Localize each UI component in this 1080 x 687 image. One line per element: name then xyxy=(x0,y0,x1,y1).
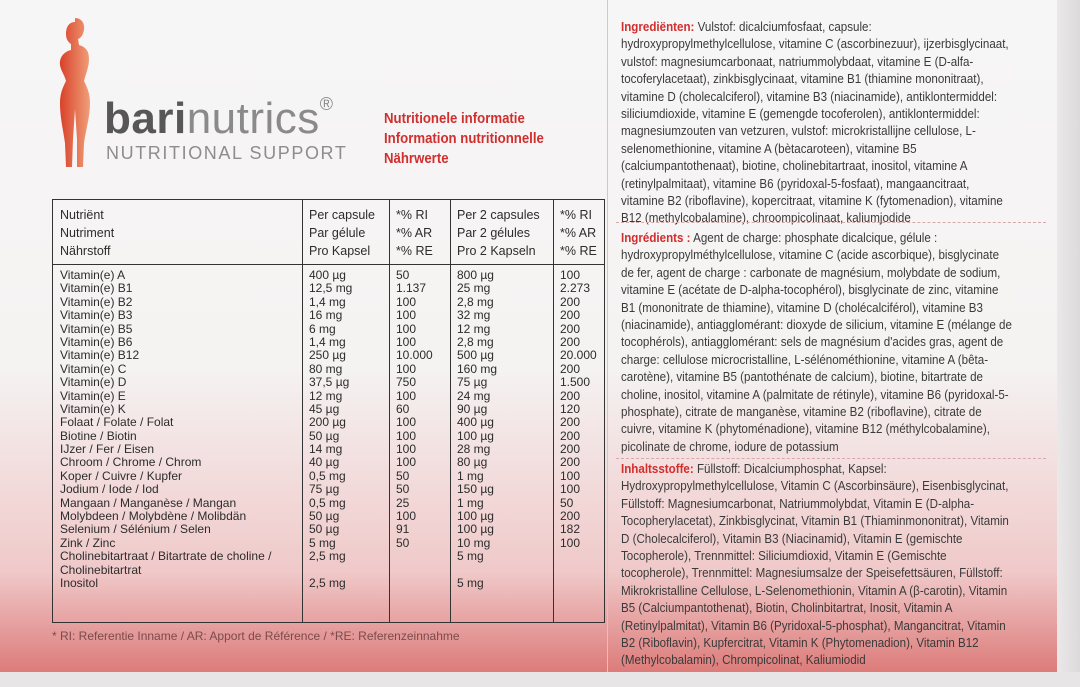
per-2-capsules-value: 1 mg xyxy=(457,495,484,510)
per-2-capsules-value: 10 mg xyxy=(457,535,491,550)
column-ri-1 xyxy=(396,269,433,590)
ri-2-value: 200 xyxy=(560,509,581,524)
per-capsule-value: 14 mg xyxy=(309,442,343,457)
per-capsule-value: 2,5 mg xyxy=(309,549,346,564)
ri-1-value: 100 xyxy=(396,455,417,470)
ri-1-value: 100 xyxy=(396,321,417,336)
per-2-capsules-value: 25 mg xyxy=(457,281,491,296)
table-header-rule xyxy=(53,264,604,265)
per-capsule-value: 6 mg xyxy=(309,321,336,336)
ri-2-value xyxy=(560,550,597,563)
per-capsule-value: 75 µg xyxy=(309,482,340,497)
ri-1-value: 50 xyxy=(396,482,410,497)
nutrient-name: Inositol xyxy=(60,575,99,590)
ri-2-value xyxy=(560,564,597,577)
ri-2-value: 100 xyxy=(560,482,581,497)
column-ri-2 xyxy=(560,269,597,590)
ri-2-value: 182 xyxy=(560,522,581,537)
ri-2-value xyxy=(560,577,597,590)
brand-name-bold: bari xyxy=(104,94,187,143)
ri-1-value: 100 xyxy=(396,308,417,323)
ingredients-nl xyxy=(621,19,1015,228)
ri-1-value xyxy=(396,550,433,563)
per-capsule-value: 45 µg xyxy=(309,401,340,416)
ri-1-value: 91 xyxy=(396,522,410,537)
per-capsule-value: 1,4 mg xyxy=(309,294,346,309)
ri-2-value: 200 xyxy=(560,415,581,430)
ingredients-fr-label: Ingrédients : xyxy=(621,231,691,245)
ri-1-value: 100 xyxy=(396,361,417,376)
ri-1-value xyxy=(396,564,433,577)
woman-silhouette-icon xyxy=(45,14,105,174)
per-capsule-value: 0,5 mg xyxy=(309,468,346,483)
ingredients-de-text: Füllstoff: Dicalciumphosphat, Kapsel: Hydroxypropylmethylcellulose, Vitamin C (Ascorbinsäure), Eisenbisglycinat, Füllstoff: Magnesiumcarbonat, Natriummolybdat, Vitamin E (D-alpha-Tocopherylacetat), Zinkbisglycinat, Vitamin B1 (Thiaminmononitrat), Vitamin D (Cholecalciferol), Vitamin B3 (Niacinamid), Vitamin E (gemischte Tocopherole), Trennmittel: Siliciumdioxid, Vitamin E (Gemischte tocopherole), Trennmittel: Magnesiumsalze der Speisefettsäuren, Füllstoff: Mikrokristalline Cellulose, L-Selenomethionin, Vitamin A (β-carotin), Vitamin B5 (Calciumpantothenat), Biotin, Cholinbitartrat, Inosit, Vitamin A (Retinylpalmitat), Vitamin B6 (Pyridoxal-5-phosphat), Mangancitrat, Vitamin B2 (Riboflavin), Kupfercitrat, Vitamin K (Phytomenadion), Vitamin B12 (Methylcobalamin), Chrompicolinat, Kaliumiodid xyxy=(621,462,1009,668)
panel-divider xyxy=(607,0,608,672)
nutrient-name: Vitamin(e) B6 xyxy=(60,334,133,349)
per-2-capsules-value: 100 µg xyxy=(457,428,494,443)
nutrient-name: Zink / Zinc xyxy=(60,535,116,550)
ri-2-value: 200 xyxy=(560,308,581,323)
per-2-capsules-value: 800 µg xyxy=(457,268,494,282)
ri-2-value: 100 xyxy=(560,535,581,550)
nutrient-name: Selenium / Sélénium / Selen xyxy=(60,522,211,537)
per-2-capsules-value: 2,8 mg xyxy=(457,334,494,349)
nutrition-heading xyxy=(384,109,544,169)
ri-1-value: 10.000 xyxy=(396,348,433,363)
nutrient-name: Vitamin(e) K xyxy=(60,401,126,416)
nutrition-heading-fr: Information nutritionnelle xyxy=(384,130,544,147)
header-per-2-capsules: Per 2 capsules Par 2 gélules Pro 2 Kapseln xyxy=(457,208,540,258)
ri-1-value: 50 xyxy=(396,268,410,282)
ri-2-value: 200 xyxy=(560,334,581,349)
per-2-capsules-value: 5 mg xyxy=(457,575,484,590)
ri-1-value: 100 xyxy=(396,442,417,457)
nutrient-name: Folaat / Folate / Folat xyxy=(60,415,174,430)
column-per-capsule xyxy=(309,269,352,590)
ingredients-nl-label: Ingrediënten: xyxy=(621,20,695,34)
nutrient-name: Vitamin(e) E xyxy=(60,388,126,403)
ingredients-fr xyxy=(621,230,1015,456)
nutrient-name: Biotine / Biotin xyxy=(60,428,137,443)
brand-logo xyxy=(104,94,334,144)
nutrition-heading-nl: Nutritionele informatie xyxy=(384,110,525,127)
per-capsule-value: 50 µg xyxy=(309,509,340,524)
ri-1-value: 100 xyxy=(396,388,417,403)
nutrition-table xyxy=(52,199,605,623)
column-nutrients xyxy=(60,269,271,590)
per-capsule-value: 0,5 mg xyxy=(309,495,346,510)
ri-2-value: 200 xyxy=(560,294,581,309)
ri-2-value: 200 xyxy=(560,428,581,443)
per-capsule-value: 12 mg xyxy=(309,388,343,403)
ri-1-value: 25 xyxy=(396,495,410,510)
ri-1-value: 50 xyxy=(396,535,410,550)
ri-2-value: 100 xyxy=(560,268,581,282)
per-2-capsules-value: 12 mg xyxy=(457,321,491,336)
per-2-capsules-value: 500 µg xyxy=(457,348,494,363)
nutrient-name: Vitamin(e) D xyxy=(60,375,127,390)
per-capsule-value: 250 µg xyxy=(309,348,346,363)
brand-tagline: NUTRITIONAL SUPPORT xyxy=(106,143,348,163)
nutrient-name: Koper / Cuivre / Kupfer xyxy=(60,468,183,483)
per-capsule-value: 5 mg xyxy=(309,535,336,550)
nutrient-name: IJzer / Fer / Eisen xyxy=(60,442,155,457)
per-capsule-value: 50 µg xyxy=(309,522,340,537)
header-ri-1: *% RI *% AR *% RE xyxy=(396,208,433,258)
registered-mark: ® xyxy=(319,94,334,114)
nutrition-heading-de: Nährwerte xyxy=(384,150,449,167)
ingredients-de-label: Inhaltsstoffe: xyxy=(621,462,694,476)
per-2-capsules-value: 32 mg xyxy=(457,308,491,323)
brand-name-light: nutrics xyxy=(186,94,320,143)
ri-1-value xyxy=(396,577,433,590)
ri-1-value: 100 xyxy=(396,428,417,443)
per-2-capsules-value: 90 µg xyxy=(457,401,488,416)
ingredients-separator xyxy=(616,222,1046,224)
ri-2-value: 50 xyxy=(560,495,574,510)
nutrient-name: Cholinebitartrat xyxy=(60,562,142,577)
footnote: * RI: Referentie Inname / AR: Apport de Référence / *RE: Referenzeinnahme xyxy=(52,629,460,643)
ri-2-value: 200 xyxy=(560,361,581,376)
nutrient-name: Vitamin(e) B5 xyxy=(60,321,133,336)
ri-2-value: 1.500 xyxy=(560,375,591,390)
per-capsule-value: 200 µg xyxy=(309,415,346,430)
per-2-capsules-value: 150 µg xyxy=(457,482,494,497)
per-2-capsules-value: 80 µg xyxy=(457,455,488,470)
ri-2-value: 20.000 xyxy=(560,348,597,363)
ri-2-value: 200 xyxy=(560,388,581,403)
nutrient-name: Mangaan / Manganèse / Mangan xyxy=(60,495,237,510)
nutrient-name: Vitamin(e) A xyxy=(60,268,126,282)
ri-1-value: 60 xyxy=(396,401,410,416)
per-2-capsules-value: 400 µg xyxy=(457,415,494,430)
ri-2-value: 200 xyxy=(560,442,581,457)
nutrient-name: Cholinebitartraat / Bitartrate de choline / xyxy=(60,549,272,564)
nutrient-name: Vitamin(e) B2 xyxy=(60,294,133,309)
ingredients-separator xyxy=(616,458,1046,460)
ri-1-value: 100 xyxy=(396,415,417,430)
nutrient-name: Chroom / Chrome / Chrom xyxy=(60,455,202,470)
ri-1-value: 750 xyxy=(396,375,417,390)
per-capsule-value: 40 µg xyxy=(309,455,340,470)
per-2-capsules-value: 100 µg xyxy=(457,509,494,524)
package-bottom-edge xyxy=(0,672,1080,687)
ri-2-value: 100 xyxy=(560,468,581,483)
per-2-capsules-value: 5 mg xyxy=(457,549,484,564)
ri-1-value: 100 xyxy=(396,334,417,349)
header-ri-2: *% RI *% AR *% RE xyxy=(560,208,597,258)
per-2-capsules-value: 24 mg xyxy=(457,388,491,403)
per-capsule-value: 80 mg xyxy=(309,361,343,376)
header-nutrient: Nutriënt Nutriment Nährstoff xyxy=(60,208,115,258)
per-2-capsules-value: 100 µg xyxy=(457,522,494,537)
header-per-capsule: Per capsule Par gélule Pro Kapsel xyxy=(309,208,376,258)
nutrient-name: Molybdeen / Molybdène / Molibdän xyxy=(60,509,247,524)
ingredients-de xyxy=(621,461,1015,670)
per-2-capsules-value: 28 mg xyxy=(457,442,491,457)
package-side-edge xyxy=(1057,0,1080,687)
ingredients-fr-text: Agent de charge: phosphate dicalcique, gélule : hydroxypropylméthylcellulose, vitamine C (acide ascorbique), bisglycinate de fer, agent de charge : carbonate de magnésium, molybdate de sodium, vitamine E (acétate de D-alpha-tocophérol), bisglycinate de zinc, vitamine B1 (mononitrate de thiamine), vitamine D (cholécalciférol), vitamine B3 (niacinamide), antiagglomérant: dioxyde de silicium, vitamine E (mélange de tocophérols), antiagglomérant: sels de magnésium d'acides gras, agent de charge: cellulose microcristalline, L-sélénométhionine, vitamine A (bêta-carotène), vitamine B5 (pantothénate de calcium), biotine, bitartrate de choline, inositol, vitamine A (palmitate de rétinyle), vitamine B6 (pyridoxal-5-phosphate), citrate de manganèse, vitamine B2 (riboflavine), citrate de cuivre, vitamine K (phytoménadione), vitamine B12 (méthylcobalamine), picolinate de chrome, iodure de potassium xyxy=(621,231,1012,454)
per-2-capsules-value: 160 mg xyxy=(457,361,498,376)
nutrient-name: Jodium / Iode / Iod xyxy=(60,482,159,497)
ri-2-value: 200 xyxy=(560,321,581,336)
per-capsule-value: 400 µg xyxy=(309,268,346,282)
per-2-capsules-value: 75 µg xyxy=(457,375,488,390)
per-capsule-value: 16 mg xyxy=(309,308,343,323)
nutrient-name: Vitamin(e) B3 xyxy=(60,308,133,323)
nutrient-name: Vitamin(e) C xyxy=(60,361,127,376)
per-capsule-value: 37,5 µg xyxy=(309,375,350,390)
nutrient-name: Vitamin(e) B12 xyxy=(60,348,140,363)
per-capsule-value: 2,5 mg xyxy=(309,575,346,590)
per-capsule-value xyxy=(309,564,352,577)
nutrient-name: Vitamin(e) B1 xyxy=(60,281,133,296)
per-2-capsules-value: 1 mg xyxy=(457,468,484,483)
ri-2-value: 120 xyxy=(560,401,581,416)
ri-1-value: 100 xyxy=(396,294,417,309)
ri-1-value: 100 xyxy=(396,509,417,524)
ri-1-value: 1.137 xyxy=(396,281,427,296)
per-capsule-value: 50 µg xyxy=(309,428,340,443)
ri-2-value: 2.273 xyxy=(560,281,591,296)
per-2-capsules-value: 2,8 mg xyxy=(457,294,494,309)
ri-1-value: 50 xyxy=(396,468,410,483)
per-2-capsules-value xyxy=(457,564,497,577)
per-capsule-value: 12,5 mg xyxy=(309,281,353,296)
ingredients-nl-text: Vulstof: dicalciumfosfaat, capsule: hydroxypropylmethylcellulose, vitamine C (ascorbinezuur), ijzerbisglycinaat, vulstof: magnesiumcarbonaat, natriummolybdaat, vitamine E (D-alfa-tocoferylacetaat), zinkbisglycinaat, vitamine B1 (thiamine mononitraat), vitamine D (cholecalciferol), vitamine B3 (niacinamide), antiklontermiddel: siliciumdioxide, vitamine E (gemengde tocoferolen), antiklontermiddel: magnesiumzouten van vetzuren, vulstof: microkristallijne cellulose, L-selenomethionine, vitamine A (bètacaroteen), vitamine B5 (calciumpantothenaat), biotine, cholinebitartraat, inositol, vitamine A (retinylpalmitaat), vitamine B6 (pyridoxal-5-fosfaat), mangaancitraat, vitamine B2 (riboflavine), kopercitraat, vitamine K (fytomenadion), vitamine B12 (methylcobalamine), chroompicolinaat, kaliumjodide xyxy=(621,20,1009,226)
column-per-2-capsules xyxy=(457,269,497,590)
per-capsule-value: 1,4 mg xyxy=(309,334,346,349)
ri-2-value: 200 xyxy=(560,455,581,470)
